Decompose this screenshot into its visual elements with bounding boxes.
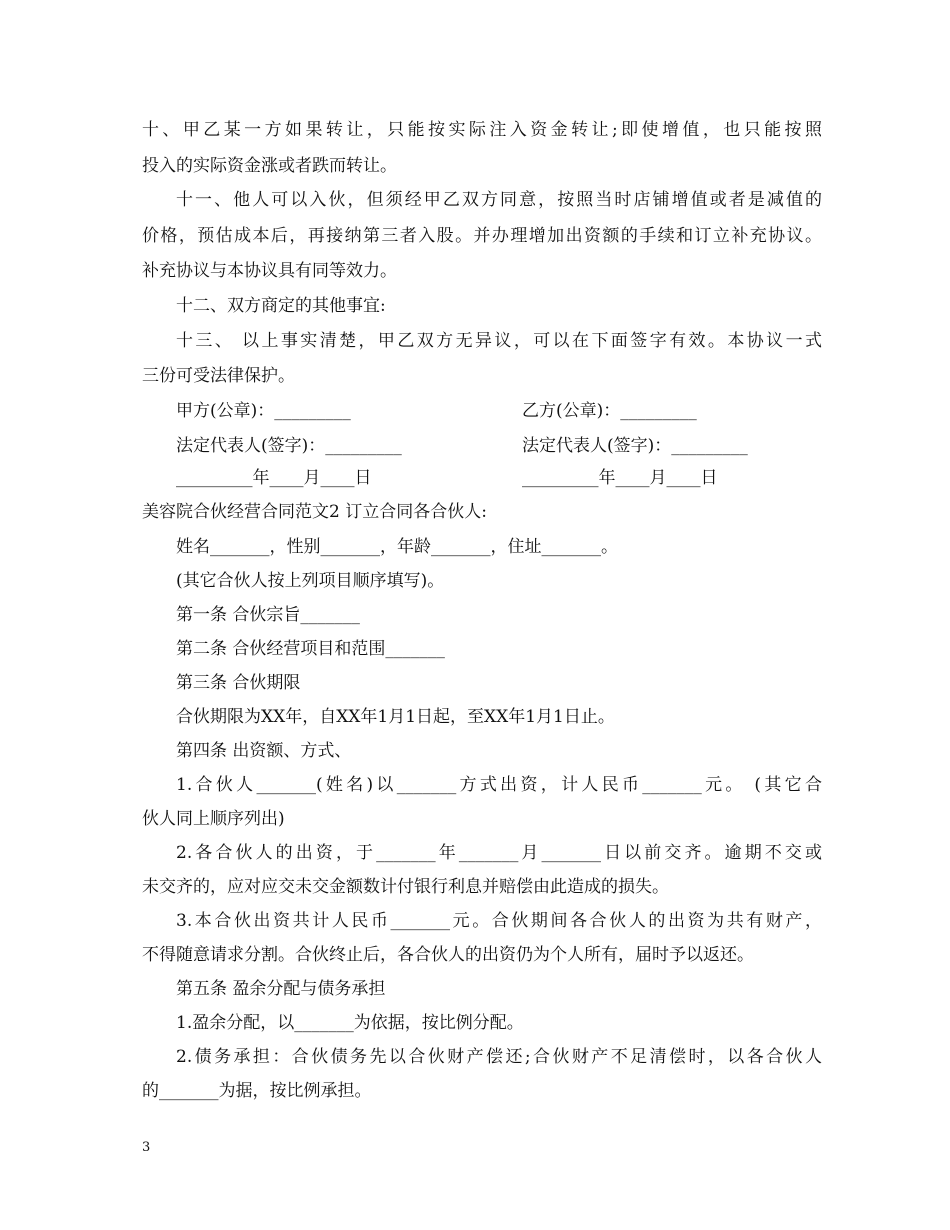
article-3: 第三条 合伙期限 — [176, 673, 301, 693]
clause-11-line-3: 补充协议与本协议具有同等效力。 — [142, 261, 397, 281]
clause-10-line-2: 投入的实际资金涨或者跌而转让。 — [142, 156, 397, 176]
article-4-item-1-line-2: 伙人同上顺序列出) — [142, 809, 285, 829]
clause-10-line-1: 十、甲乙某一方如果转让，只能按实际注入资金转让;即使增值，也只能按照 — [142, 120, 822, 140]
article-4-item-1-line-1: 1.合伙人_______(姓名)以_______方式出资，计人民币_______元。 (其它合 — [176, 775, 822, 795]
clause-12: 十二、双方商定的其他事宜: — [176, 296, 386, 316]
article-4-item-3-line-1: 3.本合伙出资共计人民币_______元。合伙期间各合伙人的出资为共有财产， — [176, 911, 822, 931]
partner-info-line: 姓名_______，性别_______，年龄_______，住址_______。 — [176, 537, 618, 557]
party-b-seal: 乙方(公章)：_________ — [522, 401, 697, 421]
clause-13-line-2: 三份可受法律保护。 — [142, 366, 295, 386]
article-4-item-3-line-2: 不得随意请求分割。合伙终止后，各合伙人的出资仍为个人所有，届时予以返还。 — [142, 945, 754, 965]
article-1: 第一条 合伙宗旨_______ — [176, 605, 360, 625]
article-4-item-2-line-2: 未交齐的，应对应交未交金额数计付银行利息并赔偿由此造成的损失。 — [142, 877, 669, 897]
article-2: 第二条 合伙经营项目和范围_______ — [176, 639, 445, 659]
clause-11-line-1: 十一、他人可以入伙，但须经甲乙双方同意，按照当时店铺增值或者是减值的 — [176, 190, 822, 210]
party-b-date: _________年____月____日 — [522, 468, 718, 488]
article-5-item-2-line-1: 2.债务承担：合伙债务先以合伙财产偿还;合伙财产不足清偿时，以各合伙人 — [176, 1047, 822, 1067]
article-3-term: 合伙期限为XX年，自XX年1月1日起，至XX年1月1日止。 — [176, 707, 615, 727]
party-a-date: _________年____月____日 — [176, 468, 372, 488]
section-title: 美容院合伙经营合同范文2 订立合同各合伙人: — [142, 502, 487, 522]
clause-13-line-1: 十三、 以上事实清楚，甲乙双方无异议，可以在下面签字有效。本协议一式 — [176, 331, 822, 351]
party-b-representative: 法定代表人(签字)：_________ — [522, 436, 748, 456]
article-4: 第四条 出资额、方式、 — [176, 741, 352, 761]
party-a-seal: 甲方(公章)：_________ — [176, 401, 351, 421]
article-5-item-1: 1.盈余分配，以_______为依据，按比例分配。 — [176, 1013, 524, 1033]
article-5-item-2-line-2: 的_______为据，按比例承担。 — [142, 1081, 372, 1101]
page-number: 3 — [142, 1140, 151, 1155]
party-a-representative: 法定代表人(签字)：_________ — [176, 436, 402, 456]
clause-11-line-2: 价格，预估成本后，再接纳第三者入股。并办理增加出资额的手续和订立补充协议。 — [142, 226, 822, 246]
partner-info-note: (其它合伙人按上列项目顺序填写)。 — [176, 571, 445, 591]
article-4-item-2-line-1: 2.各合伙人的出资，于_______年_______月_______日以前交齐。逾期不交或 — [176, 843, 822, 863]
article-5: 第五条 盈余分配与债务承担 — [176, 979, 386, 999]
